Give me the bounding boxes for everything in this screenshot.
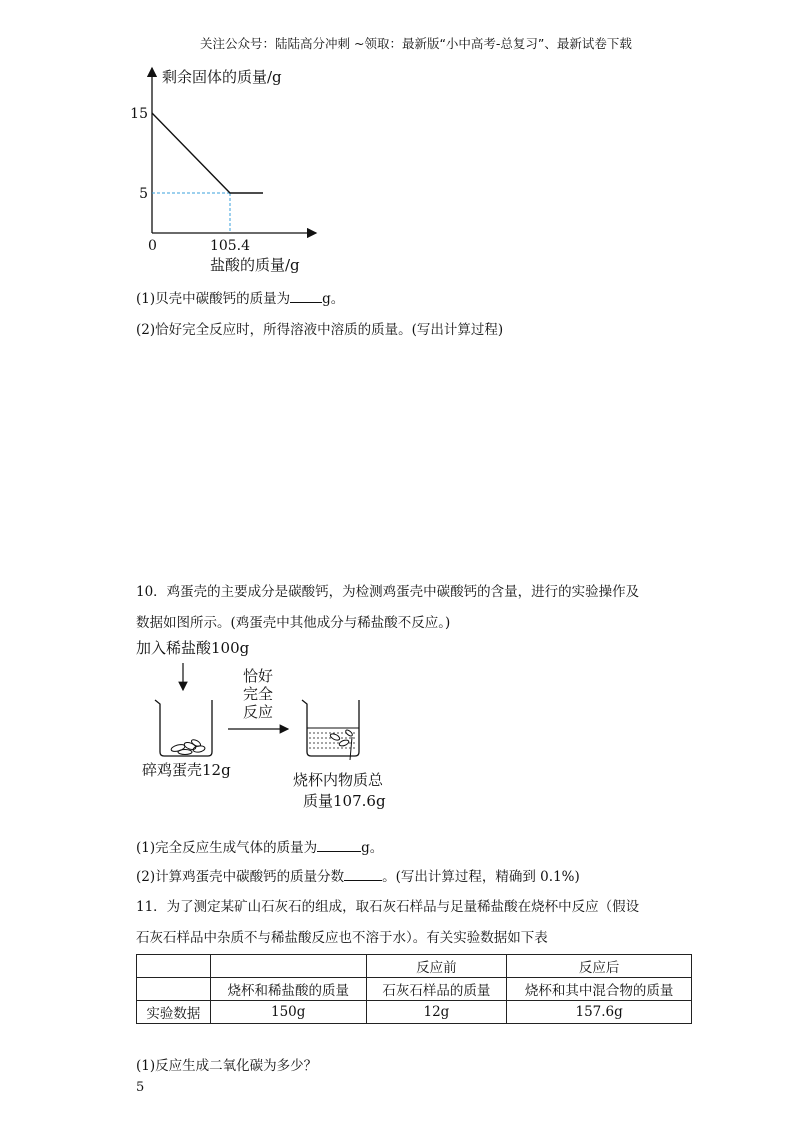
eggshell-label: 碎鸡蛋壳12g: [142, 761, 231, 779]
table-cell: 157.6g: [507, 1001, 692, 1024]
table-cell: 石灰石样品的质量: [366, 978, 507, 1001]
total-mass-line: 烧杯内物质总: [293, 771, 384, 789]
table-cell: 烧杯和稀盐酸的质量: [210, 978, 366, 1001]
eggshell-pieces: [170, 738, 205, 754]
q10-line2: 数据如图所示。(鸡蛋壳中其他成分与稀盐酸不反应。): [136, 615, 451, 631]
q10-sub1-suffix: g。: [361, 840, 384, 856]
x-axis-label: 盐酸的质量/g: [210, 256, 300, 274]
table-cell: [137, 955, 211, 978]
arrow-label-line: 反应: [243, 703, 274, 721]
table-cell: 150g: [210, 1001, 366, 1024]
page-number: 5: [136, 1080, 145, 1095]
origin-label: 0: [148, 238, 157, 254]
table-row: [137, 978, 692, 1001]
q10-sub1: [136, 836, 383, 856]
q10-sub2-suffix: 。(写出计算过程，精确到 0.1%): [382, 869, 580, 885]
q9-sub1-suffix: g。: [322, 291, 345, 307]
y-tick-label: 15: [130, 106, 148, 122]
table-cell: [210, 955, 366, 978]
beaker-right: [302, 700, 359, 760]
line-chart: [0, 0, 800, 290]
q9-sub1-prefix: (1)贝壳中碳酸钙的质量为: [136, 291, 291, 307]
experiment-figure: [0, 630, 800, 820]
table-cell: 反应后: [507, 955, 692, 978]
q11-line2: 石灰石样品中杂质不与稀盐酸反应也不溶于水）。有关实验数据如下表: [136, 930, 548, 946]
total-mass-line: 质量107.6g: [303, 792, 386, 810]
q9-sub1: [136, 287, 344, 307]
table-cell: 实验数据: [137, 1001, 211, 1024]
q10-sub2-prefix: (2)计算鸡蛋壳中碳酸钙的质量分数: [136, 869, 345, 885]
q11-line1: 11．为了测定某矿山石灰石的组成，取石灰石样品与足量稀盐酸在烧杯中反应（假设: [136, 899, 640, 915]
q9-sub2: (2)恰好完全反应时，所得溶液中溶质的质量。(写出计算过程): [136, 322, 504, 338]
beaker-left: [155, 700, 212, 756]
answer-blank[interactable]: [317, 851, 361, 852]
page-header: 关注公众号：陆陆高分冲刺 ~领取：最新版“小中高考-总复习”、最新试卷下载: [200, 36, 632, 51]
answer-blank[interactable]: [344, 880, 382, 881]
arrow-label-line: 完全: [243, 685, 274, 703]
experiment-data-table: [136, 954, 692, 1024]
q11-sub1: (1)反应生成二氧化碳为多少？: [136, 1058, 318, 1074]
q10-sub1-prefix: (1)完全反应生成气体的质量为: [136, 840, 318, 856]
arrow-label-line: 恰好: [243, 667, 274, 685]
table-cell: 12g: [366, 1001, 507, 1024]
table-row: [137, 955, 692, 978]
q10-sub2: [136, 865, 580, 885]
y-axis-label: 剩余固体的质量/g: [162, 68, 282, 86]
series-line: [152, 113, 263, 193]
table-cell: [137, 978, 211, 1001]
table-row: [137, 1001, 692, 1024]
table-cell: 反应前: [366, 955, 507, 978]
table-cell: 烧杯和其中混合物的质量: [507, 978, 692, 1001]
add-acid-label: 加入稀盐酸100g: [136, 639, 250, 657]
x-tick-label: 105.4: [209, 238, 251, 254]
answer-blank[interactable]: [290, 302, 322, 303]
q10-line1: 10．鸡蛋壳的主要成分是碳酸钙，为检测鸡蛋壳中碳酸钙的含量，进行的实验操作及: [136, 584, 640, 600]
y-tick-label: 5: [139, 186, 148, 202]
